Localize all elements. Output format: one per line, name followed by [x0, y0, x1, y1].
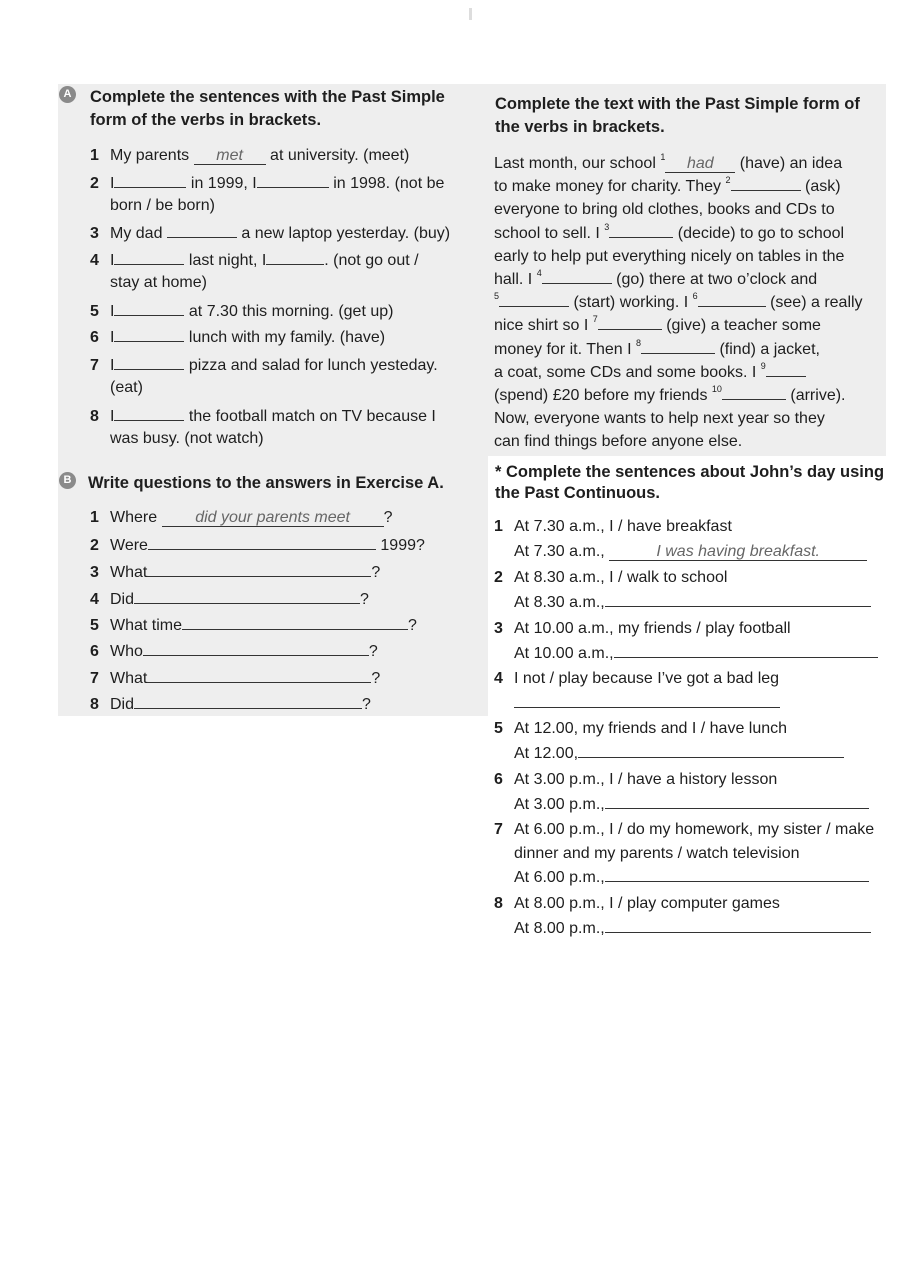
exercise-a-item-7: 7 I pizza and salad for lunch yesteday. (eat)	[90, 354, 438, 399]
answer-blank[interactable]	[134, 693, 362, 709]
answer-text: I was having breakfast.	[609, 544, 867, 561]
answer-blank[interactable]	[614, 642, 878, 658]
answer-blank[interactable]	[114, 172, 186, 188]
exercise-d-item-5: 5 At 12.00, my friends and I / have lunch At 12.00,	[494, 716, 844, 766]
exercise-a-item-5: 5 I at 7.30 this morning. (get up)	[90, 300, 393, 323]
answer-blank[interactable]	[766, 361, 806, 377]
answer-blank[interactable]	[167, 222, 237, 238]
exercise-d-item-1: 1 At 7.30 a.m., I / have breakfast At 7.30 a.m., I was having breakfast.	[494, 514, 867, 564]
answer-blank[interactable]	[605, 591, 871, 607]
scan-mark	[469, 8, 472, 20]
answer-blank[interactable]	[114, 249, 184, 265]
answer-blank[interactable]	[148, 534, 376, 550]
answer-blank[interactable]	[605, 917, 871, 933]
answer-blank[interactable]	[641, 338, 715, 354]
answer-blank[interactable]	[114, 354, 184, 370]
exercise-d-item-6: 6 At 3.00 p.m., I / have a history lesson At 3.00 p.m.,	[494, 767, 869, 817]
answer-blank[interactable]	[542, 268, 612, 284]
exercise-a-item-3: 3 My dad a new laptop yesterday. (buy)	[90, 222, 450, 245]
exercise-b-item-8: 8 Did ?	[90, 693, 371, 716]
exercise-a-item-2: 2 I in 1999, I in 1998. (not be born / be born)	[90, 172, 444, 217]
exercise-d-item-4: 4 I not / play because I’ve got a bad leg	[494, 666, 780, 716]
answer-blank[interactable]	[114, 326, 184, 342]
answer-blank[interactable]	[698, 291, 766, 307]
answer-blank[interactable]	[578, 742, 844, 758]
exercise-a-item-4: 4 I last night, I . (not go out / stay at home)	[90, 249, 419, 294]
answer-blank[interactable]	[514, 692, 780, 708]
answer-blank[interactable]	[598, 314, 662, 330]
answer-blank[interactable]	[605, 793, 869, 809]
answer-text: did your parents meet	[162, 510, 384, 527]
answer-blank[interactable]	[143, 640, 369, 656]
exercise-d-item-3: 3 At 10.00 a.m., my friends / play football At 10.00 a.m.,	[494, 616, 878, 666]
exercise-a-badge: A	[59, 86, 76, 103]
exercise-b-item-4: 4 Did ?	[90, 588, 369, 611]
exercise-d-item-7: 7 At 6.00 p.m., I / do my homework, my sister / make dinner and my parents / watch television At 6.00 p.m.,	[494, 821, 875, 886]
answer-blank[interactable]	[114, 300, 184, 316]
answer-text: met	[194, 148, 266, 165]
answer-blank[interactable]	[147, 667, 371, 683]
answer-blank[interactable]	[147, 561, 371, 577]
answer-blank[interactable]	[722, 384, 786, 400]
answer-blank[interactable]	[266, 249, 324, 265]
answer-text: had	[665, 156, 735, 173]
answer-blank[interactable]	[731, 175, 801, 191]
exercise-b-item-1: 1 Where did your parents meet ?	[90, 509, 393, 526]
exercise-b-item-6: 6 Who ?	[90, 640, 378, 663]
exercise-a-item-8: 8 I the football match on TV because I was busy. (not watch)	[90, 405, 436, 450]
answer-blank[interactable]	[114, 405, 184, 421]
exercise-a-heading: Complete the sentences with the Past Simple form of the verbs in brackets.	[90, 88, 445, 129]
exercise-b-item-3: 3 What ?	[90, 561, 380, 584]
exercise-b-heading: Write questions to the answers in Exercise A.	[88, 474, 444, 492]
exercise-c-heading: Complete the text with the Past Simple form of the verbs in brackets.	[495, 95, 860, 136]
exercise-b-item-7: 7 What ?	[90, 667, 380, 690]
exercise-d-item-2: 2 At 8.30 a.m., I / walk to school At 8.30 a.m.,	[494, 565, 871, 615]
answer-blank[interactable]	[257, 172, 329, 188]
exercise-d-heading: * Complete the sentences about John’s day using the Past Continuous.	[495, 463, 885, 502]
answer-blank[interactable]	[605, 866, 869, 882]
exercise-d-item-8: 8 At 8.00 p.m., I / play computer games At 8.00 p.m.,	[494, 891, 871, 941]
exercise-c-text: Last month, our school $^1$ had (have) an idea to make money for charity. They $^2$ (ask) everyone to bring old clothes, books and CDs to school to sell. I $^3$ (decide) to go to school early to help put everything nicely on tables in the hall. I $^4$ (go) there at two o’clock and $^5$ (start) working. I $^6$ (see) a really nice shirt so I $^7$ (give) a teacher some money for it. Then I $^8$ (find) a jacket, a coat, some CDs and some books. I $^9$ (spend) £20 before my friends $^{10}$ (arrive). Now, everyone wants to help next year so they can find things before anyone else.	[494, 152, 863, 451]
exercise-a-item-6: 6 I lunch with my family. (have)	[90, 326, 385, 349]
exercise-b-item-2: 2 Were 1999?	[90, 534, 425, 557]
exercise-b-item-5: 5 What time ?	[90, 614, 417, 637]
exercise-a-item-1: 1 My parents met at university. (meet)	[90, 147, 410, 164]
exercise-b-badge: B	[59, 472, 76, 489]
answer-blank[interactable]	[182, 614, 408, 630]
answer-blank[interactable]	[609, 222, 673, 238]
answer-blank[interactable]	[134, 588, 360, 604]
answer-blank[interactable]	[499, 291, 569, 307]
